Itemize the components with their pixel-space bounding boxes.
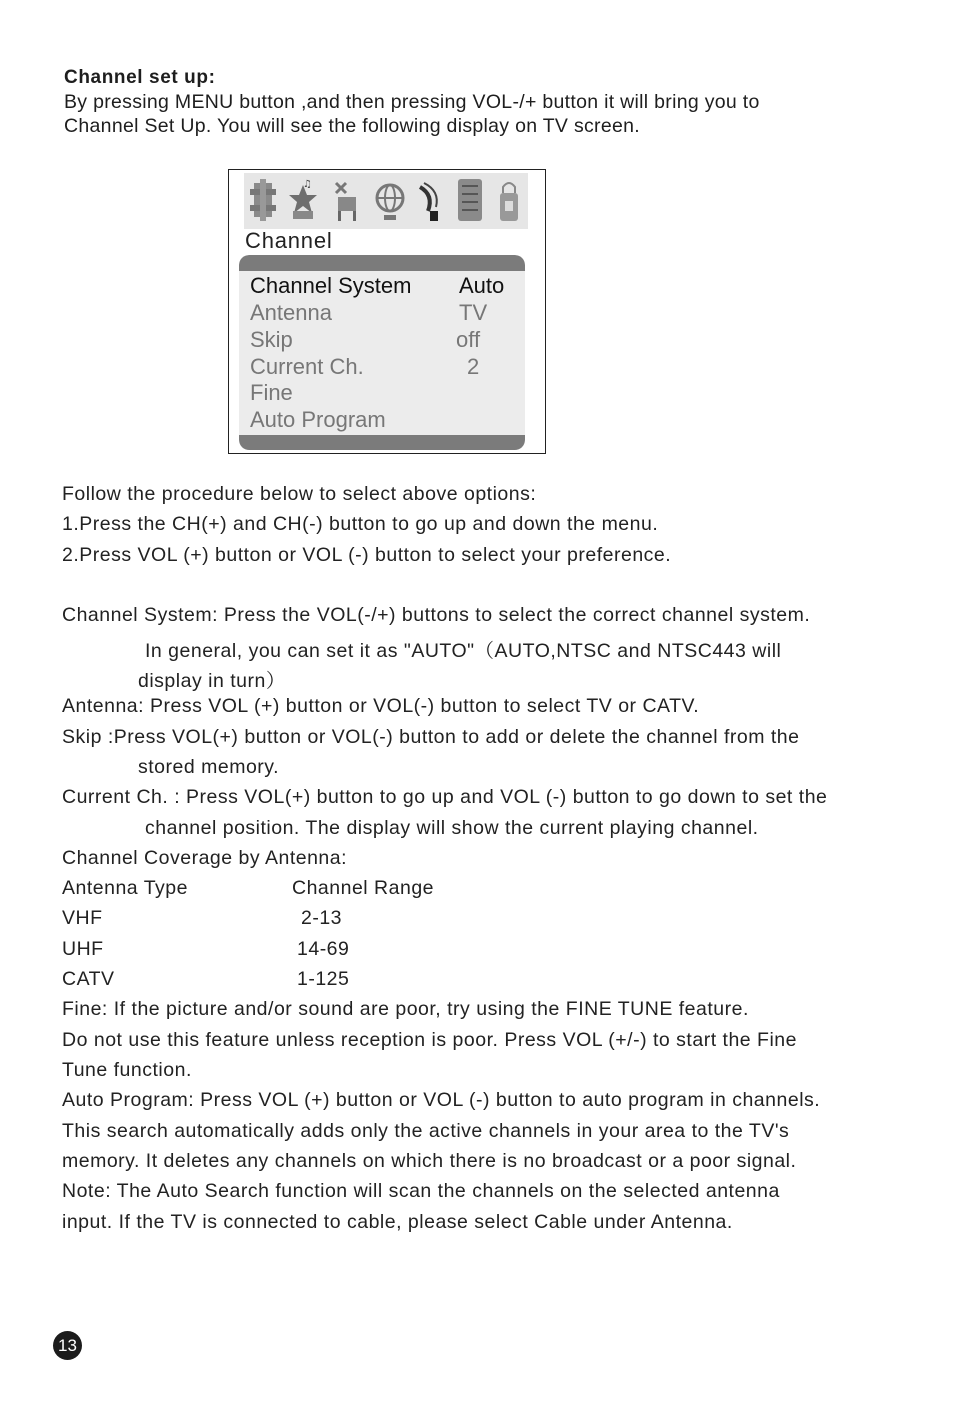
osd-item-label: Skip [250, 327, 293, 352]
lock-icon [496, 177, 522, 223]
chair-icon [330, 177, 362, 223]
osd-icon-strip [244, 173, 528, 229]
osd-item-value: 2 [467, 354, 480, 379]
osd-item-value: TV [459, 300, 488, 325]
osd-bottom-bar [239, 435, 525, 450]
skip-desc-cont: stored memory. [138, 756, 280, 778]
coverage-type: CATV [62, 968, 115, 990]
channel-system-desc-cont: display in turn） [138, 670, 286, 692]
star-icon [287, 177, 319, 223]
osd-item-label: Current Ch. [250, 354, 364, 379]
remote-icon [456, 177, 484, 223]
coverage-range: 14-69 [297, 938, 350, 960]
osd-item-label: Fine [250, 380, 293, 405]
osd-item-auto-program[interactable] [250, 407, 520, 434]
intro-line: By pressing MENU button ,and then pressing VOL-/+ button it will bring you to [64, 91, 760, 113]
procedure-intro: Follow the procedure below to select above options: [62, 483, 537, 505]
osd-item-label: Auto Program [250, 407, 386, 432]
osd-title: Channel [245, 228, 333, 253]
osd-item-skip[interactable] [250, 327, 520, 354]
coverage-heading: Channel Coverage by Antenna: [62, 847, 348, 869]
osd-item-current-ch[interactable] [250, 354, 520, 381]
auto-program-desc: Auto Program: Press VOL (+) button or VOL (-) button to auto program in channels. [62, 1089, 821, 1111]
skip-desc: Skip :Press VOL(+) button or VOL(-) button to add or delete the channel from the [62, 726, 800, 748]
auto-program-desc-cont: memory. It deletes any channels on which there is no broadcast or a poor signal. [62, 1150, 797, 1172]
osd-top-bar [239, 255, 525, 271]
coverage-type: VHF [62, 907, 103, 929]
globe-icon [374, 177, 406, 223]
coverage-header-range: Channel Range [292, 877, 435, 899]
current-ch-desc-cont: channel position. The display will show the current playing channel. [145, 817, 759, 839]
osd-item-value: Auto [459, 273, 505, 298]
coverage-type: UHF [62, 938, 104, 960]
section-heading: Channel set up: [64, 67, 216, 88]
svg-text:♫: ♫ [303, 179, 312, 190]
osd-item-fine[interactable] [250, 380, 520, 407]
satellite-dish-icon [414, 177, 446, 223]
channel-system-desc-cont: In general, you can set it as "AUTO"（AUTO,NTSC and NTSC443 will [145, 640, 782, 662]
fine-desc-cont: Do not use this feature unless reception is poor. Press VOL (+/-) to start the Fine [62, 1029, 797, 1051]
fine-desc: Fine: If the picture and/or sound are poor, try using the FINE TUNE feature. [62, 998, 749, 1020]
coverage-range: 1-125 [297, 968, 350, 990]
page-number: 13 [53, 1331, 82, 1360]
channel-system-desc: Channel System: Press the VOL(-/+) buttons to select the correct channel system. [62, 604, 811, 626]
osd-item-antenna[interactable] [250, 300, 520, 327]
procedure-step: 2.Press VOL (+) button or VOL (-) button to select your preference. [62, 544, 672, 566]
osd-menu [239, 255, 525, 450]
osd-item-label: Antenna [250, 300, 332, 325]
current-ch-desc: Current Ch. : Press VOL(+) button to go up and VOL (-) button to go down to set the [62, 786, 828, 808]
osd-item-label: Channel System [250, 273, 412, 298]
coverage-range: 2-13 [301, 907, 343, 929]
gear-icon [248, 177, 278, 223]
note-text-cont: input. If the TV is connected to cable, please select Cable under Antenna. [62, 1211, 733, 1233]
auto-program-desc-cont: This search automatically adds only the active channels in your area to the TV's [62, 1120, 790, 1142]
antenna-desc: Antenna: Press VOL (+) button or VOL(-) button to select TV or CATV. [62, 695, 700, 717]
osd-item-channel-system[interactable] [250, 273, 520, 300]
coverage-header-type: Antenna Type [62, 877, 188, 899]
note-text: Note: The Auto Search function will scan the channels on the selected antenna [62, 1180, 780, 1202]
fine-desc-cont: Tune function. [62, 1059, 192, 1081]
intro-line: Channel Set Up. You will see the following display on TV screen. [64, 115, 641, 137]
osd-item-value: off [456, 327, 481, 352]
procedure-step: 1.Press the CH(+) and CH(-) button to go up and down the menu. [62, 513, 659, 535]
